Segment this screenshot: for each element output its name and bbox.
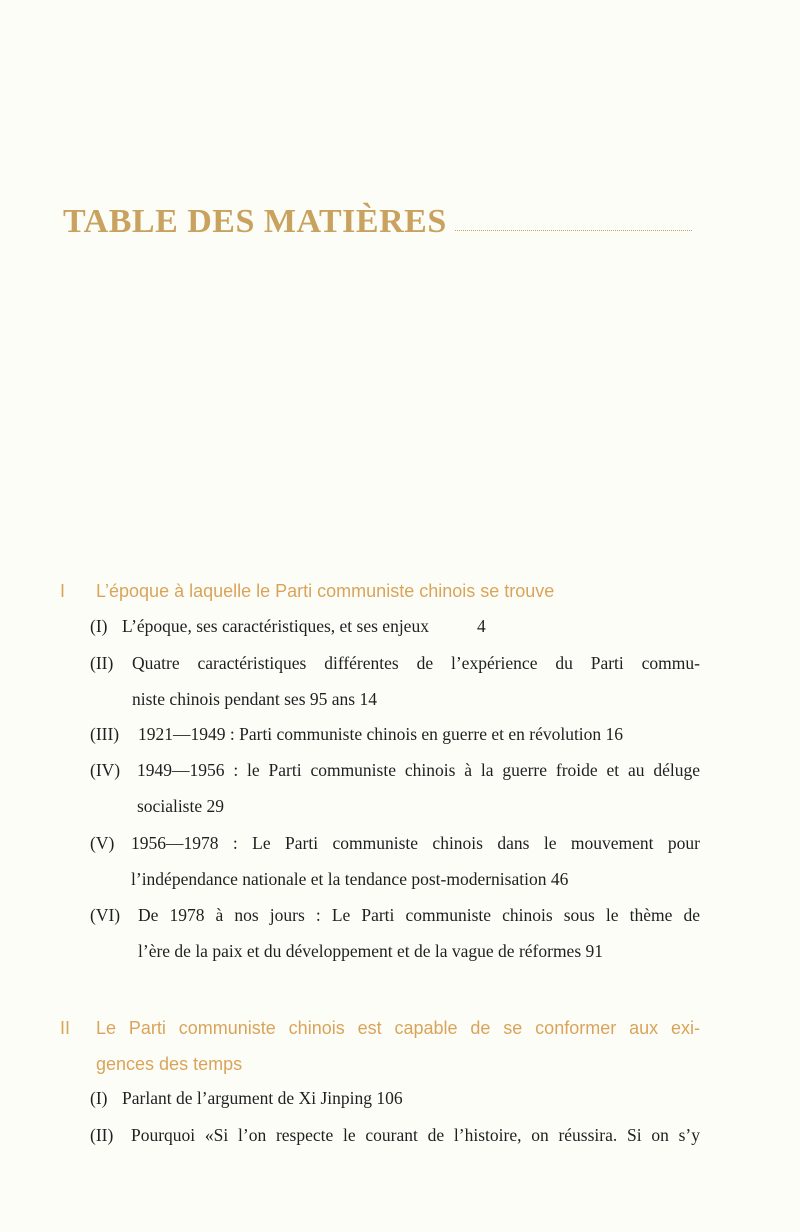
section-number: I: [60, 581, 66, 601]
entry-title-line: socialiste 29: [137, 796, 224, 816]
entry-number: (IV): [90, 760, 121, 780]
entry-number: (I): [90, 1088, 108, 1108]
section-title-line: gences des temps: [96, 1054, 243, 1074]
entry-title: 1921—1949 : Parti communiste chinois en guerre et en révolution 16: [138, 724, 624, 744]
title-dotted-rule: [455, 230, 692, 231]
entry-number: (V): [90, 833, 115, 853]
toc-entry[interactable]: [90, 645, 700, 717]
toc-entry[interactable]: [90, 825, 700, 897]
entry-page-number: 4: [477, 616, 486, 636]
entry-number: (II): [90, 653, 114, 673]
entry-title-line: l’indépendance nationale et la tendance post-modernisation 46: [131, 869, 569, 889]
section-title-line: Le Parti communiste chinois est capable de se conformer aux exi-: [96, 1018, 700, 1038]
section-heading[interactable]: [60, 573, 700, 609]
section-number: II: [60, 1018, 71, 1038]
entry-title: L’époque, ses caractéristiques, et ses enjeux: [122, 616, 429, 636]
toc-entry[interactable]: [90, 1080, 700, 1116]
entry-number: (I): [90, 616, 108, 636]
entry-title-line: Pourquoi «Si l’on respecte le courant de l’histoire, on réussira. Si on s’y: [131, 1125, 700, 1145]
entry-title-line: niste chinois pendant ses 95 ans 14: [132, 689, 377, 709]
page-title: TABLE DES MATIÈRES: [63, 203, 447, 240]
entry-number: (II): [90, 1125, 114, 1145]
toc-entry[interactable]: [90, 608, 700, 644]
toc-entry[interactable]: [90, 1117, 700, 1153]
entry-title-line: l’ère de la paix et du développement et de la vague de réformes 91: [138, 941, 604, 961]
section-title: L’époque à laquelle le Parti communiste chinois se trouve: [96, 581, 555, 601]
entry-number: (VI): [90, 905, 121, 925]
entry-title-line: 1956—1978 : Le Parti communiste chinois dans le mouvement pour: [131, 833, 700, 853]
entry-title-line: De 1978 à nos jours : Le Parti communiste chinois sous le thème de: [138, 905, 700, 925]
toc-entry[interactable]: [90, 752, 700, 824]
entry-title: Parlant de l’argument de Xi Jinping 106: [122, 1088, 403, 1108]
entry-title-line: Quatre caractéristiques différentes de l’expérience du Parti commu-: [132, 653, 700, 673]
section-heading[interactable]: [60, 1010, 700, 1082]
toc-entry[interactable]: [90, 897, 700, 969]
entry-title-line: 1949—1956 : le Parti communiste chinois à la guerre froide et au déluge: [137, 760, 700, 780]
entry-number: (III): [90, 724, 120, 744]
toc-entry[interactable]: [90, 716, 700, 752]
